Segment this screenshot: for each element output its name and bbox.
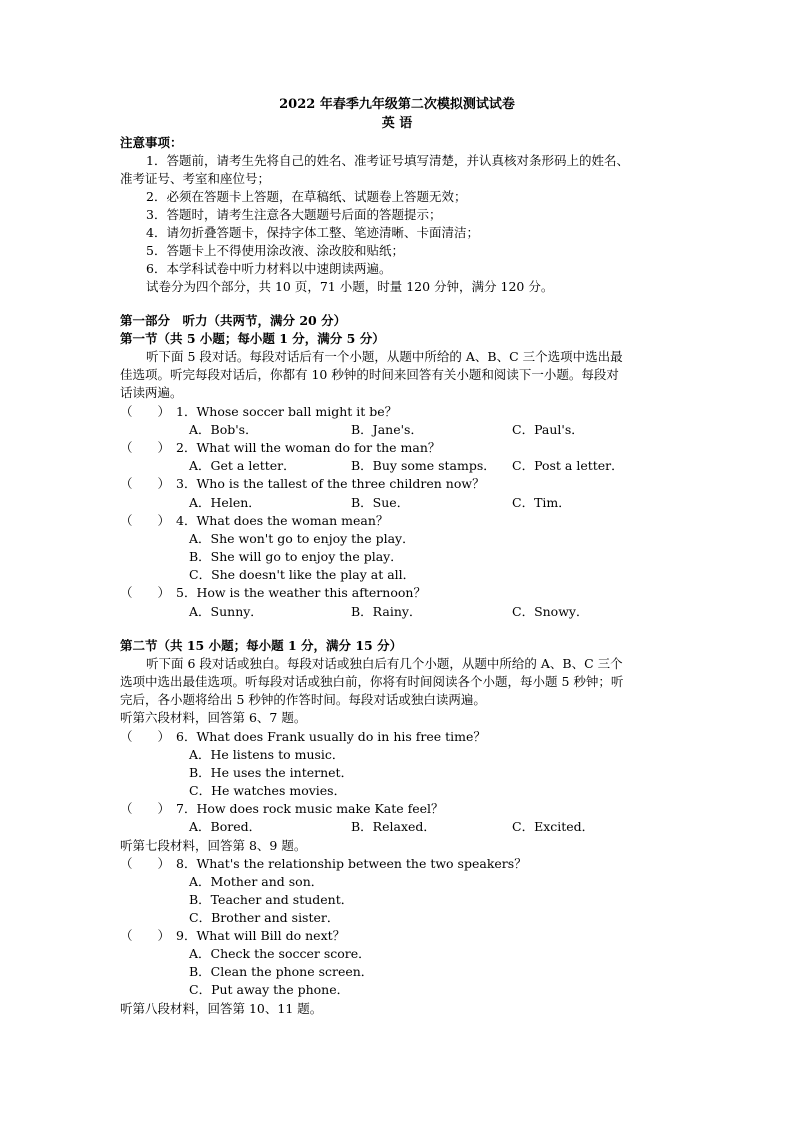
option-b: B．Sue． [351, 495, 410, 510]
section1-instructions: 话读两遍。 [120, 385, 183, 400]
exam-title: 2022 年春季九年级第二次模拟测试试卷 [279, 97, 515, 112]
option-a: A．Check the soccer score． [189, 946, 371, 961]
option-a: A．Bored． [189, 819, 262, 834]
option-c: C．Brother and sister． [189, 910, 340, 925]
section2-instructions: 听下面 6 段对话或独白。每段对话或独白后有几个小题，从题中所给的 A、B、C 三个 [146, 656, 623, 671]
section1-instructions: 听下面 5 段对话。每段对话后有一个小题，从题中所给的 A、B、C 三个选项中选出最 [146, 349, 623, 364]
option-a: A．Mother and son． [189, 874, 324, 889]
question-stem: 7．How does rock music make Kate feel？ [176, 801, 444, 816]
exam-summary: 试卷分为四个部分，共 10 页，71 小题，时量 120 分钟，满分 120 分。 [146, 279, 554, 294]
option-b: B．Teacher and student． [189, 892, 354, 907]
section1-heading: 第一节（共 5 小题；每小题 1 分，满分 5 分） [120, 331, 385, 346]
question-stem: 5．How is the weather this afternoon？ [176, 585, 426, 600]
option-c: C．Tim． [512, 495, 571, 510]
option-a: A．Bob's． [189, 422, 258, 437]
option-a: A．She won't go to enjoy the play． [189, 531, 415, 546]
question-stem: 6．What does Frank usually do in his free time？ [176, 729, 486, 744]
answer-blank[interactable]: （ ） [120, 513, 171, 528]
option-c: C．Snowy． [512, 604, 589, 619]
section1-instructions: 佳选项。听完每段对话后，你都有 10 秒钟的时间来回答有关小题和阅读下一小题。每段对 [120, 367, 619, 382]
material-6-label: 听第六段材料，回答第 6、7 题。 [120, 710, 307, 725]
question-stem: 3．Who is the tallest of the three children now？ [176, 476, 485, 491]
note-item: 4．请勿折叠答题卡，保持字体工整、笔迹清晰、卡面清洁； [146, 225, 479, 240]
option-b: B．Relaxed． [351, 819, 436, 834]
option-b: B．Clean the phone screen． [189, 964, 374, 979]
section2-instructions: 完后，各小题将给出 5 秒钟的作答时间。每段对话或独白读两遍。 [120, 692, 486, 707]
note-item: 3．答题时，请考生注意各大题题号后面的答题提示； [146, 207, 442, 222]
answer-blank[interactable]: （ ） [120, 404, 171, 419]
answer-blank[interactable]: （ ） [120, 856, 171, 871]
note-item: 5．答题卡上不得使用涂改液、涂改胶和贴纸； [146, 243, 404, 258]
part1-heading: 第一部分 听力（共两节，满分 20 分） [120, 313, 347, 328]
option-a: A．He listens to music． [189, 747, 345, 762]
option-b: B．He uses the internet． [189, 765, 354, 780]
answer-blank[interactable]: （ ） [120, 928, 171, 943]
answer-blank[interactable]: （ ） [120, 476, 171, 491]
subject-title: 英 语 [381, 116, 413, 131]
note-item: 1．答题前，请考生先将自己的姓名、准考证号填写清楚，并认真核对条形码上的姓名、 [146, 153, 629, 168]
note-item: 2．必须在答题卡上答题，在草稿纸、试题卷上答题无效； [146, 189, 467, 204]
option-c: C．Post a letter． [512, 458, 624, 473]
question-stem: 8．What's the relationship between the two speakers？ [176, 856, 527, 871]
option-b: B．Rainy． [351, 604, 422, 619]
material-8-label: 听第八段材料，回答第 10、11 题。 [120, 1001, 323, 1016]
option-c: C．She doesn't like the play at all． [189, 567, 416, 582]
option-b: B．Buy some stamps． [351, 458, 496, 473]
option-c: C．Excited． [512, 819, 595, 834]
option-c: C．Paul's． [512, 422, 584, 437]
option-c: C．He watches movies． [189, 783, 347, 798]
material-7-label: 听第七段材料，回答第 8、9 题。 [120, 838, 307, 853]
option-a: A．Sunny． [189, 604, 263, 619]
question-stem: 4．What does the woman mean？ [176, 513, 389, 528]
answer-blank[interactable]: （ ） [120, 585, 171, 600]
question-stem: 2．What will the woman do for the man？ [176, 440, 441, 455]
section2-heading: 第二节（共 15 小题；每小题 1 分，满分 15 分） [120, 638, 403, 653]
option-c: C．Put away the phone． [189, 982, 350, 997]
answer-blank[interactable]: （ ） [120, 440, 171, 455]
option-a: A．Helen． [189, 495, 261, 510]
question-stem: 1．Whose soccer ball might it be？ [176, 404, 398, 419]
notes-heading: 注意事项： [120, 135, 183, 150]
answer-blank[interactable]: （ ） [120, 729, 171, 744]
section2-instructions: 选项中选出最佳选项。听每段对话或独白前，你将有时间阅读各个小题，每小题 5 秒钟；听 [120, 674, 624, 689]
answer-blank[interactable]: （ ） [120, 801, 171, 816]
option-a: A．Get a letter． [189, 458, 296, 473]
note-item: 6．本学科试卷中听力材料以中速朗读两遍。 [146, 261, 392, 276]
note-item: 准考证号、考室和座位号； [120, 171, 271, 186]
question-stem: 9．What will Bill do next？ [176, 928, 346, 943]
option-b: B．Jane's． [351, 422, 423, 437]
option-b: B．She will go to enjoy the play． [189, 549, 403, 564]
